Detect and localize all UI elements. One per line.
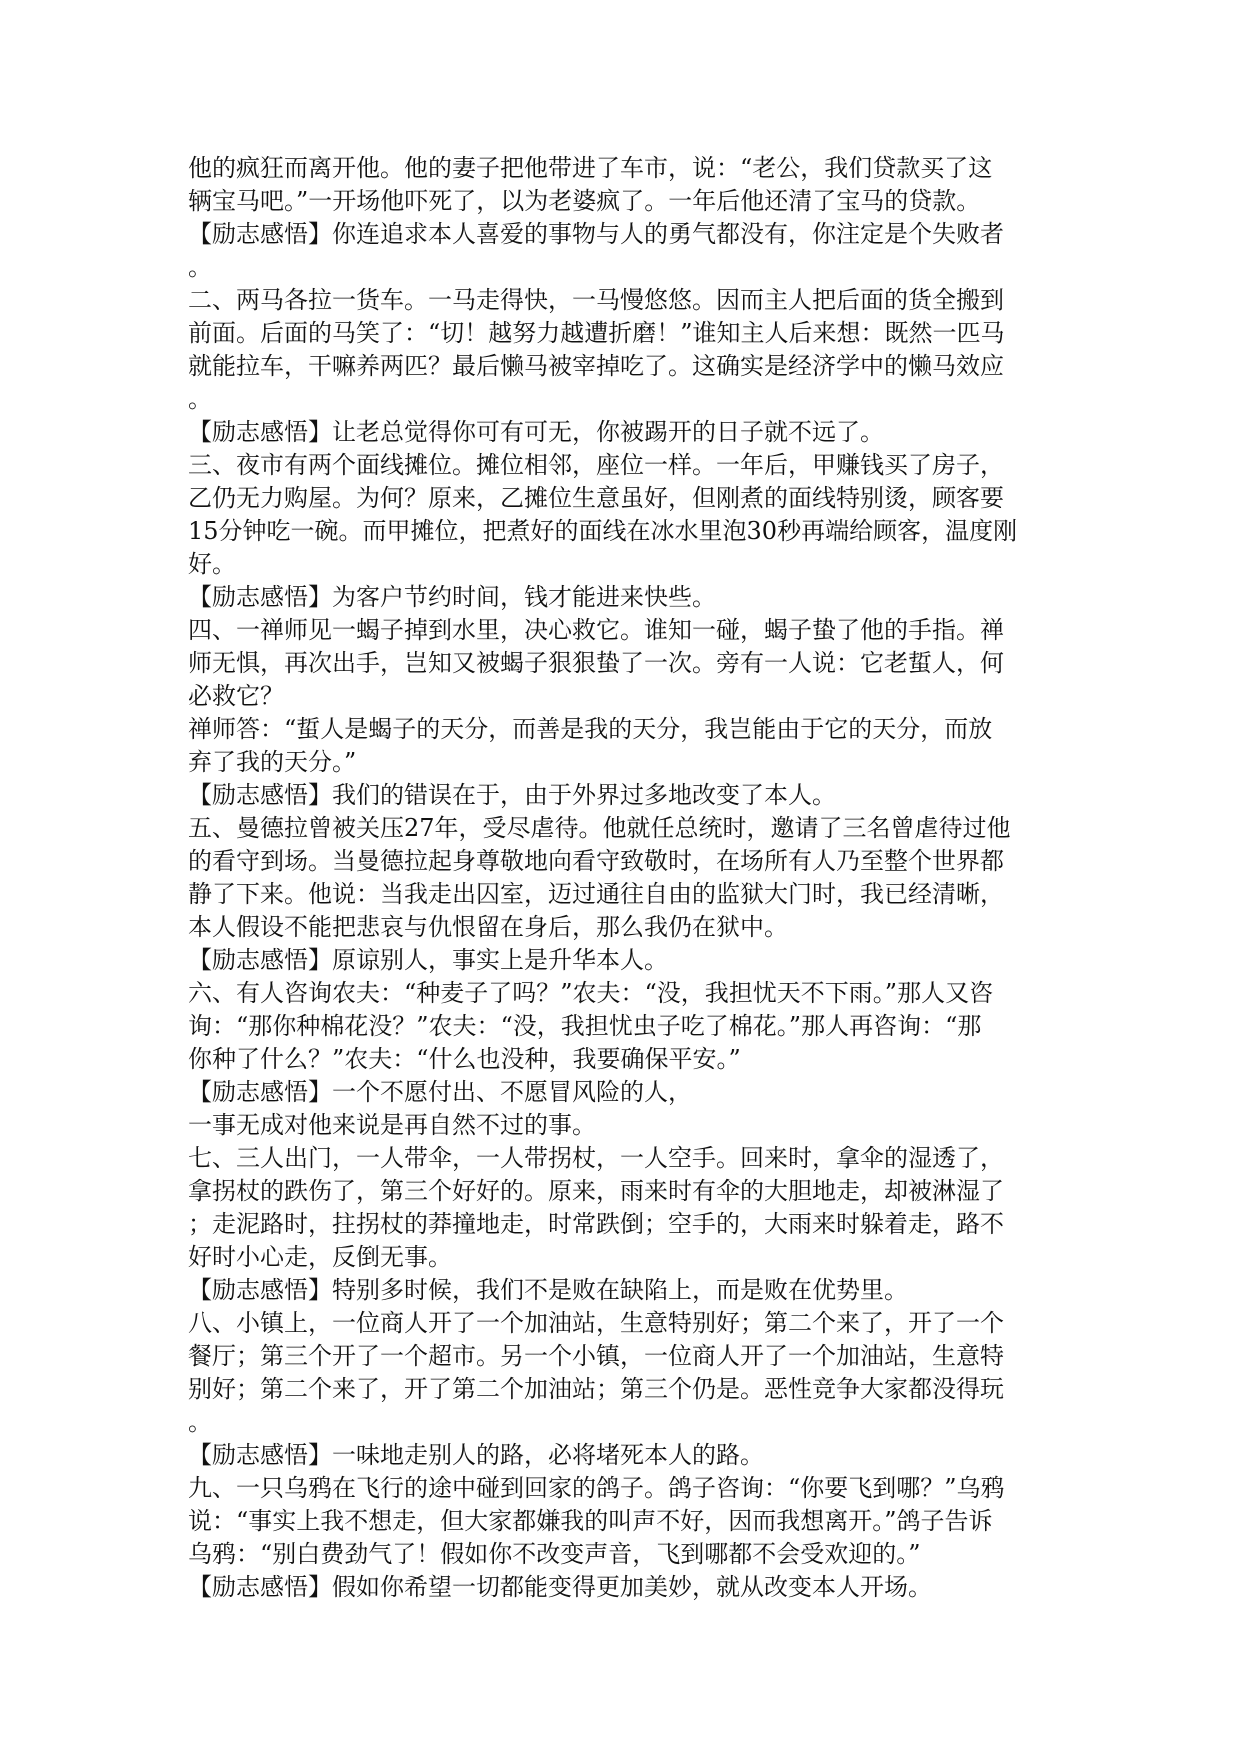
text-line: 四、一禅师见一蝎子掉到水里，决心救它。谁知一碰，蝎子蛰了他的手指。禅 [188, 616, 1004, 644]
text-line: 【励志感悟】假如你希望一切都能变得更加美妙，就从改变本人开场。 [188, 1573, 932, 1601]
text-line: 拿拐杖的跌伤了，第三个好好的。原来，雨来时有伞的大胆地走，却被淋湿了 [188, 1177, 1004, 1205]
text-line: 好时小心走，反倒无事。 [188, 1243, 452, 1271]
text-line: 禅师答：“蜇人是蝎子的天分，而善是我的天分，我岂能由于它的天分，而放 [188, 715, 993, 743]
text-line: 【励志感悟】一味地走别人的路，必将堵死本人的路。 [188, 1441, 764, 1469]
text-line: 【励志感悟】为客户节约时间，钱才能进来快些。 [188, 583, 716, 611]
text-line: 本人假设不能把悲哀与仇恨留在身后，那么我仍在狱中。 [188, 913, 788, 941]
text-line: 弃了我的天分。” [188, 748, 357, 776]
text-line: 二、两马各拉一货车。一马走得快，一马慢悠悠。因而主人把后面的货全搬到 [188, 286, 1004, 314]
text-line: 餐厅；第三个开了一个超市。另一个小镇，一位商人开了一个加油站，生意特 [188, 1342, 1004, 1370]
text-line: 静了下来。他说：当我走出囚室，迈过通往自由的监狱大门时，我已经清晰， [188, 880, 1004, 908]
text-line: 。 [188, 385, 212, 413]
text-line: 乙仍无力购屋。为何？原来，乙摊位生意虽好，但刚煮的面线特别烫，顾客要 [188, 484, 1004, 512]
text-line: 六、有人咨询农夫：“种麦子了吗？”农夫：“没，我担忧天不下雨。”那人又咨 [188, 979, 994, 1007]
text-line: 【励志感悟】我们的错误在于，由于外界过多地改变了本人。 [188, 781, 836, 809]
text-line: 三、夜市有两个面线摊位。摊位相邻，座位一样。一年后，甲赚钱买了房子， [188, 451, 1004, 479]
text-line: 好。 [188, 550, 236, 578]
text-line: 【励志感悟】让老总觉得你可有可无，你被踢开的日子就不远了。 [188, 418, 884, 446]
text-line: 询：“那你种棉花没？”农夫：“没，我担忧虫子吃了棉花。”那人再咨询：“那 [188, 1012, 982, 1040]
text-line: 前面。后面的马笑了：“切！越努力越遭折磨！”谁知主人后来想：既然一匹马 [188, 319, 1005, 347]
text-line: 你种了什么？”农夫：“什么也没种，我要确保平安。” [188, 1045, 741, 1073]
text-line: 。 [188, 1408, 212, 1436]
text-line: 五、曼德拉曾被关压27年，受尽虐待。他就任总统时，邀请了三名曾虐待过他 [188, 814, 1011, 842]
text-line: 辆宝马吧。”一开场他吓死了，以为老婆疯了。一年后他还清了宝马的贷款。 [188, 187, 981, 215]
text-line: 【励志感悟】特别多时候，我们不是败在缺陷上，而是败在优势里。 [188, 1276, 908, 1304]
text-line: 就能拉车，干嘛养两匹？最后懒马被宰掉吃了。这确实是经济学中的懒马效应 [188, 352, 1004, 380]
text-line: 乌鸦：“别白费劲气了！假如你不改变声音，飞到哪都不会受欢迎的。” [188, 1540, 921, 1568]
text-line: 的看守到场。当曼德拉起身尊敬地向看守致敬时，在场所有人乃至整个世界都 [188, 847, 1004, 875]
text-line: 师无惧，再次出手，岂知又被蝎子狠狠蛰了一次。旁有一人说：它老蜇人，何 [188, 649, 1004, 677]
document-body [188, 152, 1068, 1604]
text-line: 【励志感悟】原谅别人，事实上是升华本人。 [188, 946, 668, 974]
text-line: 一事无成对他来说是再自然不过的事。 [188, 1111, 596, 1139]
text-line: 【励志感悟】你连追求本人喜爱的事物与人的勇气都没有，你注定是个失败者 [188, 220, 1004, 248]
text-line: 七、三人出门，一人带伞，一人带拐杖，一人空手。回来时，拿伞的湿透了， [188, 1144, 1004, 1172]
text-line: 。 [188, 253, 212, 281]
text-line: 说：“事实上我不想走，但大家都嫌我的叫声不好，因而我想离开。”鸽子告诉 [188, 1507, 993, 1535]
text-line: 15分钟吃一碗。而甲摊位，把煮好的面线在冰水里泡30秒再端给顾客，温度刚 [188, 517, 1018, 545]
text-line: 八、小镇上，一位商人开了一个加油站，生意特别好；第二个来了，开了一个 [188, 1309, 1004, 1337]
text-line: 必救它？ [188, 682, 284, 710]
text-line: 别好；第二个来了，开了第二个加油站；第三个仍是。恶性竞争大家都没得玩 [188, 1375, 1004, 1403]
text-line: ；走泥路时，拄拐杖的莽撞地走，时常跌倒；空手的，大雨来时躲着走，路不 [188, 1210, 1004, 1238]
text-line: 九、一只乌鸦在飞行的途中碰到回家的鸽子。鸽子咨询：“你要飞到哪？”乌鸦 [188, 1474, 1005, 1502]
text-line: 【励志感悟】一个不愿付出、不愿冒风险的人， [188, 1078, 692, 1106]
text-line: 他的疯狂而离开他。他的妻子把他带进了车市，说：“老公，我们贷款买了这 [188, 154, 993, 182]
